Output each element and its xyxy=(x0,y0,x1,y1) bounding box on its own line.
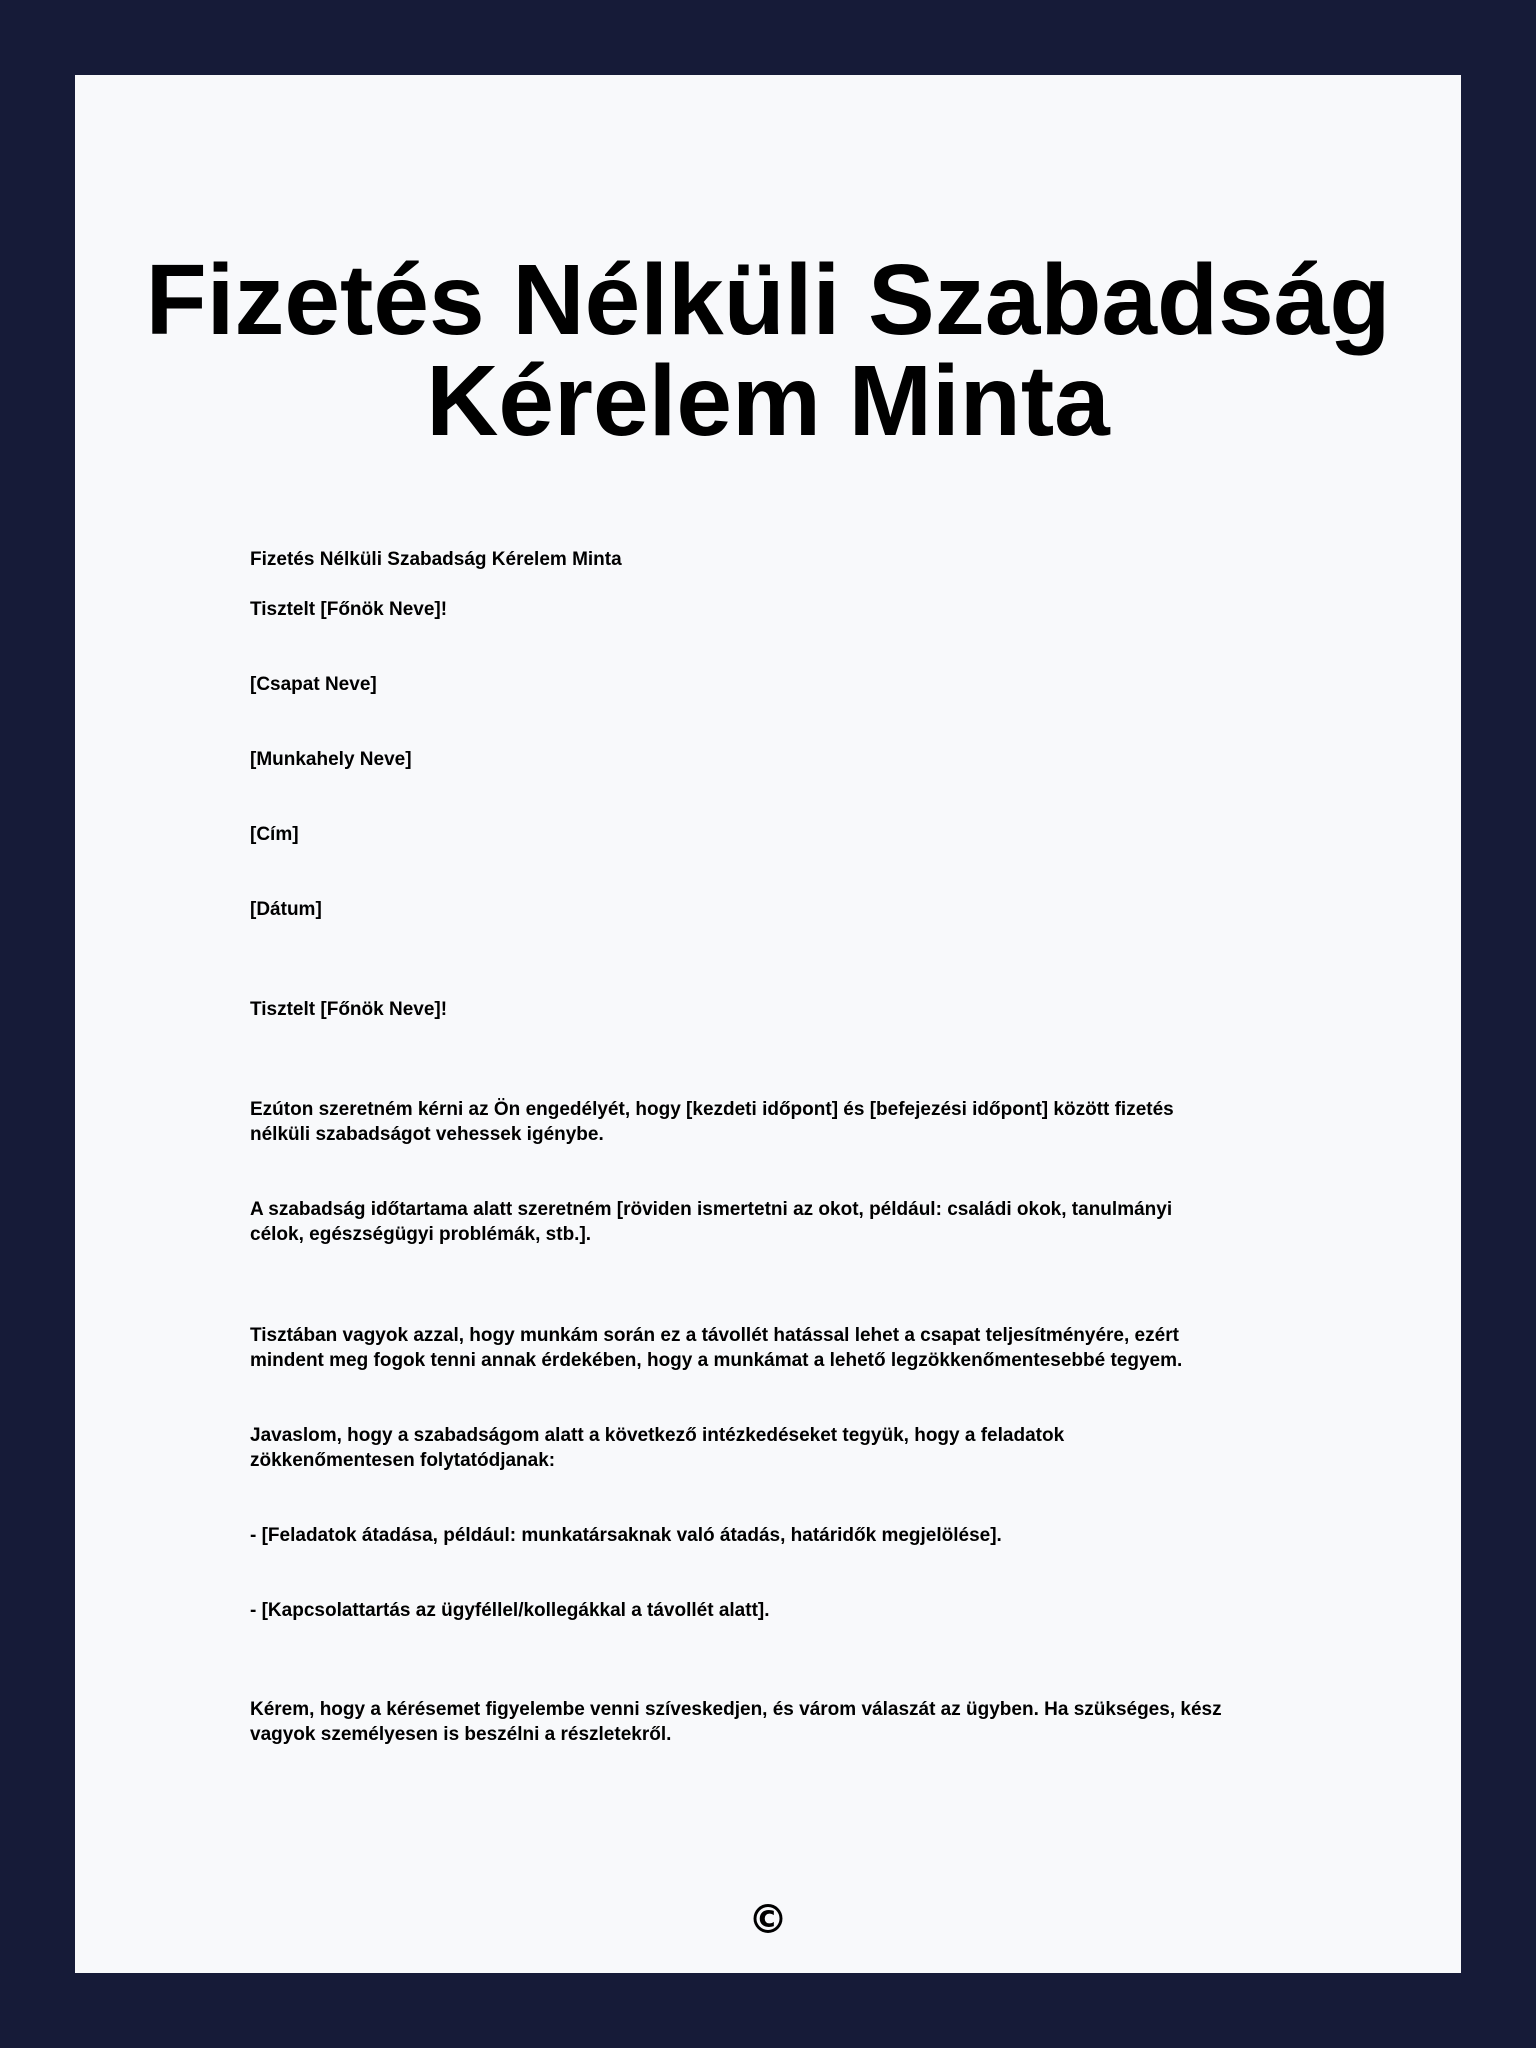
document-page xyxy=(75,75,1461,1973)
paragraph-3-line-1: Tisztában vagyok azzal, hogy munkám során ez a távollét hatással lehet a csapat teljesítményére, ezért xyxy=(250,1325,1179,1346)
date-placeholder: [Dátum] xyxy=(250,899,322,920)
paragraph-5-line-2: vagyok személyesen is beszélni a részletekről. xyxy=(250,1724,672,1745)
title-line-1: Fizetés Nélküli Szabadság xyxy=(145,244,1391,356)
paragraph-4-line-2: zökkenőmentesen folytatódjanak: xyxy=(250,1450,556,1471)
salutation: Tisztelt [Főnök Neve]! xyxy=(250,999,448,1020)
paragraph-1-line-2: nélküli szabadságot vehessek igénybe. xyxy=(250,1124,604,1145)
bullet-item-2: - [Kapcsolattartás az ügyféllel/kollegákkal a távollét alatt]. xyxy=(250,1600,770,1621)
title-line-2: Kérelem Minta xyxy=(426,345,1110,457)
page-title xyxy=(75,244,1461,457)
paragraph-5-line-1: Kérem, hogy a kérésemet figyelembe venni szíveskedjen, és várom válaszát az ügyben. Ha szükséges, kész xyxy=(250,1699,1222,1720)
paragraph-4-line-1: Javaslom, hogy a szabadságom alatt a következő intézkedéseket tegyük, hogy a feladatok xyxy=(250,1425,1065,1446)
bullet-item-1: - [Feladatok átadása, például: munkatársaknak való átadás, határidők megjelölése]. xyxy=(250,1525,1002,1546)
copyright-icon: © xyxy=(748,1897,788,1943)
paragraph-1-line-1: Ezúton szeretném kérni az Ön engedélyét, hogy [kezdeti időpont] és [befejezési időpont] között fizetés xyxy=(250,1099,1174,1120)
paragraph-2-line-1: A szabadság időtartama alatt szeretném [röviden ismertetni az okot, például: családi okok, tanulmányi xyxy=(250,1199,1173,1220)
address-placeholder: [Cím] xyxy=(250,824,299,845)
letter-subtitle: Fizetés Nélküli Szabadság Kérelem Minta xyxy=(250,549,622,570)
paragraph-2-line-2: célok, egészségügyi problémák, stb.]. xyxy=(250,1224,592,1245)
workplace-name-placeholder: [Munkahely Neve] xyxy=(250,749,412,770)
paragraph-3-line-2: mindent meg fogok tenni annak érdekében, hogy a munkámat a lehető legzökkenőmentesebbé tegyem. xyxy=(250,1350,1183,1371)
team-name-placeholder: [Csapat Neve] xyxy=(250,674,377,695)
salutation-top: Tisztelt [Főnök Neve]! xyxy=(250,599,448,620)
